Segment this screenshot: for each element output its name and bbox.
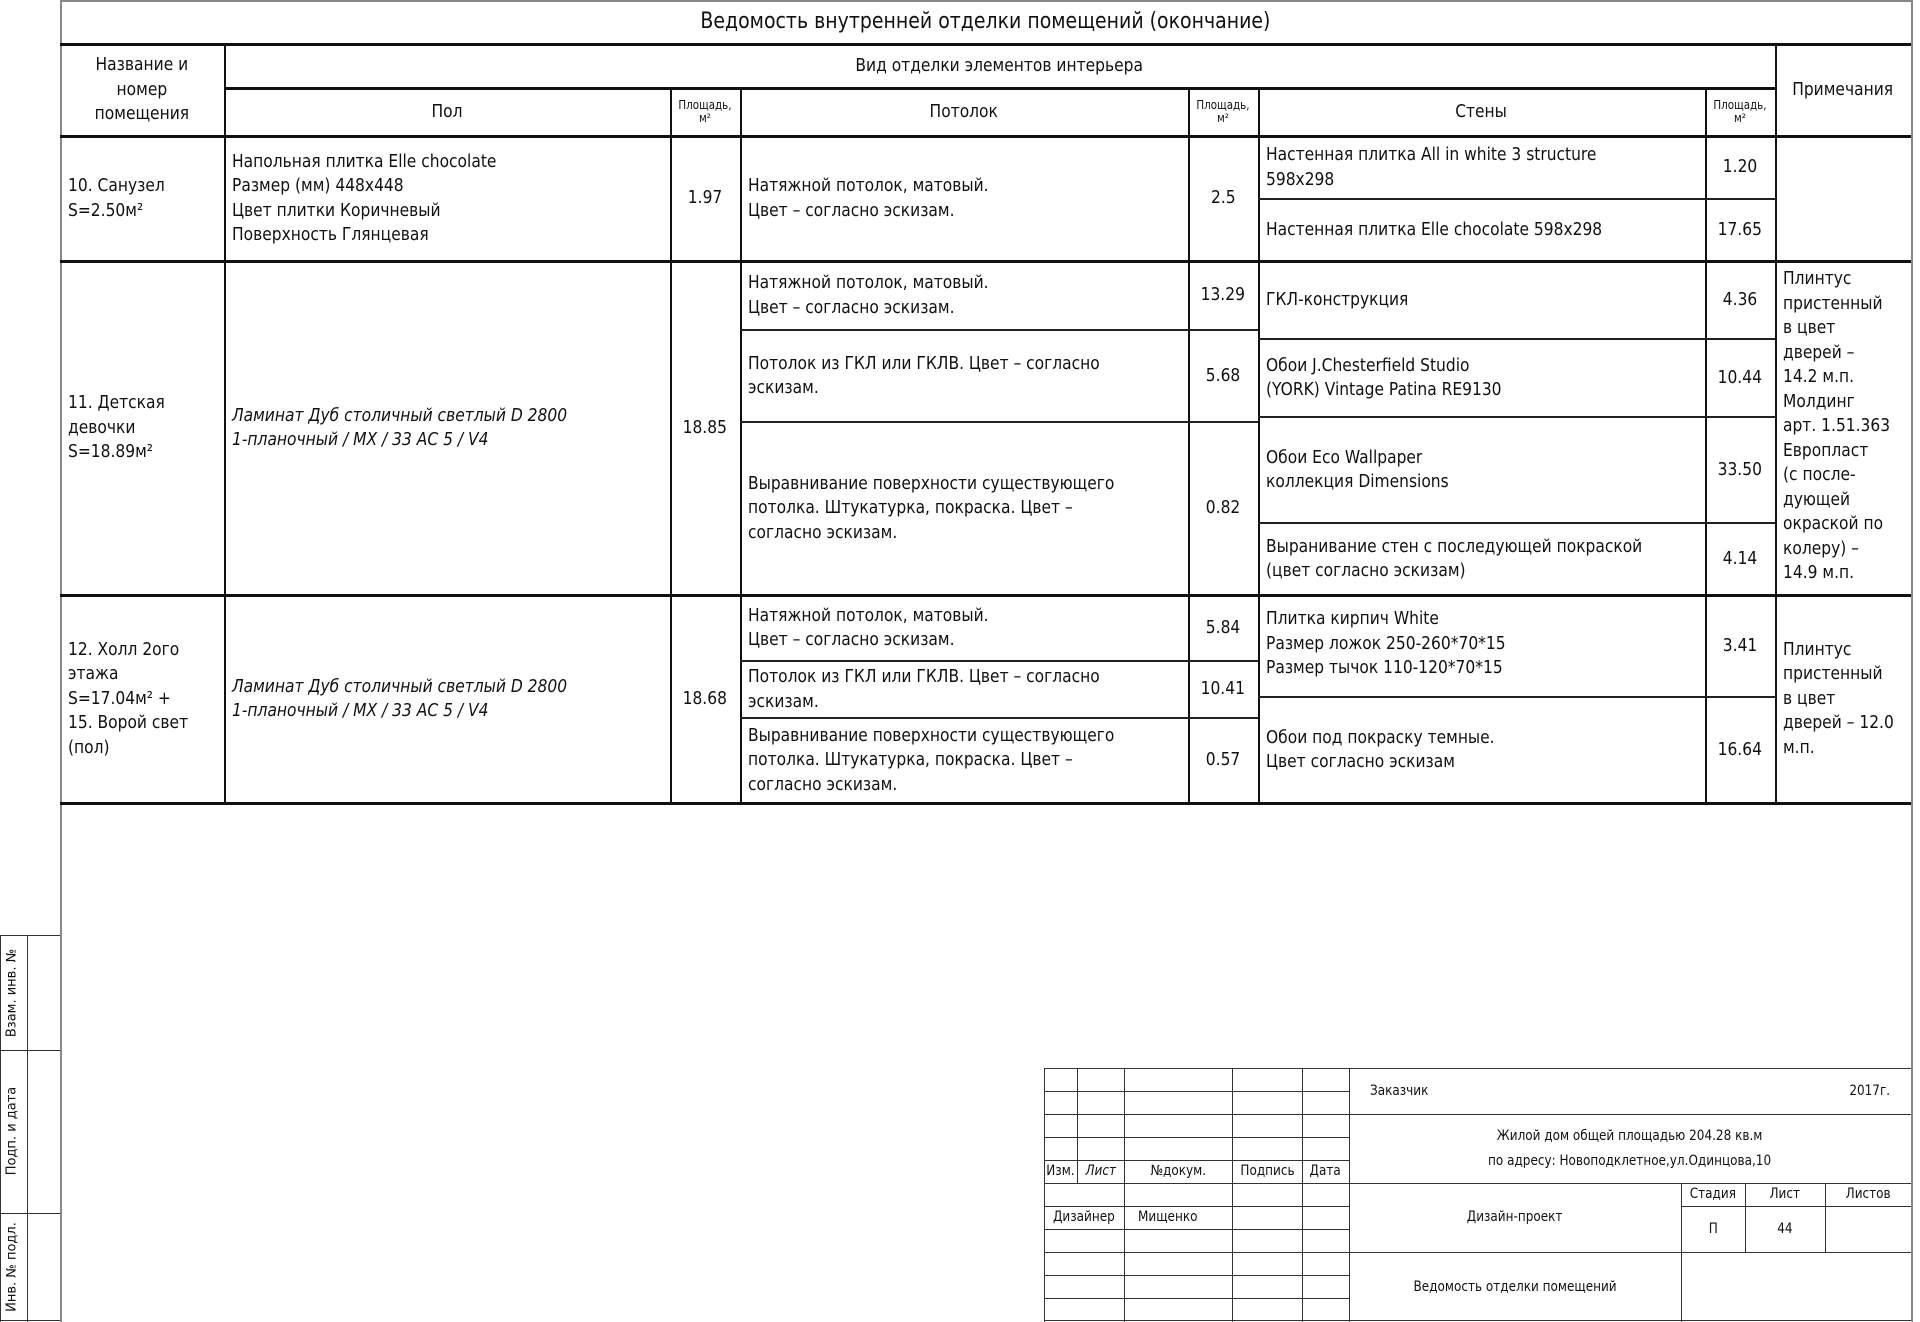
- stamp-inv: Инв. № подл.: [4, 1222, 20, 1312]
- floor-finish: Напольная плитка Elle chocolate Размер (мм) 448х448 Цвет плитки Коричневый Поверхность Глянцевая: [232, 150, 497, 245]
- wall-area: 33.50: [1717, 458, 1763, 480]
- wall-finish: Выранивание стен с последующей покраской (цвет согласно эскизам): [1266, 535, 1643, 581]
- room-name: 11. Детская девочки S=18.89м²: [68, 392, 165, 463]
- header-walls-area: Площадь, м²: [1713, 98, 1767, 125]
- ceiling-finish: Натяжной потолок, матовый. Цвет – согласно эскизам.: [748, 604, 989, 650]
- wall-area: 10.44: [1717, 366, 1763, 388]
- rule: [1044, 1298, 1349, 1299]
- rule: [1302, 1068, 1303, 1322]
- floor-area: 1.97: [687, 187, 723, 209]
- wall-finish: Обои под покраску темные. Цвет согласно эскизам: [1266, 726, 1495, 772]
- ceiling-area: 0.82: [1205, 497, 1241, 519]
- tb-stage-label: Стадия: [1689, 1186, 1737, 1203]
- room-name: 12. Холл 2ого этажа S=17.04м² + 15. Ворой свет (пол): [68, 638, 189, 758]
- wall-finish: Настенная плитка Elle chocolate 598х298: [1266, 218, 1603, 240]
- ceiling-area: 5.68: [1205, 364, 1241, 386]
- stamp-podp: Подп. и дата: [4, 1086, 20, 1176]
- room-name: 10. Санузел S=2.50м²: [68, 175, 165, 221]
- ceiling-finish: Натяжной потолок, матовый. Цвет – согласно эскизам.: [748, 175, 989, 221]
- wall-finish: ГКЛ-конструкция: [1266, 288, 1409, 310]
- header-finish-group: Вид отделки элементов интерьера: [855, 54, 1144, 76]
- wall-area: 4.14: [1722, 547, 1758, 569]
- tb-stage: П: [1708, 1220, 1718, 1237]
- tb-podpis: Подпись: [1239, 1163, 1295, 1180]
- tb-sheet: 44: [1777, 1220, 1793, 1237]
- page-title: Ведомость внутренней отделки помещений (окончание): [700, 8, 1271, 34]
- floor-area: 18.68: [682, 687, 728, 709]
- tb-customer: Заказчик: [1370, 1082, 1429, 1099]
- notes: Плинтус пристенный в цвет дверей – 14.2 м.п. Молдинг арт. 1.51.363 Европласт (с после- дующей окраской по колеру) – 14.9 м.п.: [1783, 268, 1891, 583]
- wall-area: 1.20: [1722, 156, 1758, 178]
- tb-data: Дата: [1309, 1163, 1342, 1180]
- rule: [1044, 1068, 1045, 1322]
- wall-area: 17.65: [1717, 218, 1763, 240]
- tb-year: 2017г.: [1849, 1082, 1891, 1099]
- tb-project: Дизайн-проект: [1467, 1209, 1563, 1226]
- tb-doc-name: Ведомость отделки помещений: [1413, 1278, 1617, 1295]
- ceiling-area: 10.41: [1200, 678, 1246, 700]
- header-room: Название и номер помещения: [94, 54, 190, 125]
- rule: [0, 935, 1, 1322]
- rule: [1044, 1275, 1349, 1276]
- wall-finish: Обои J.Chesterfield Studio (YORK) Vintage Patina RE9130: [1266, 354, 1502, 400]
- header-floor: Пол: [431, 100, 463, 122]
- rule: [1044, 1137, 1349, 1138]
- wall-area: 16.64: [1717, 738, 1763, 760]
- tb-sheets: [1825, 1206, 1911, 1252]
- header-floor-area: Площадь, м²: [678, 98, 732, 125]
- tb-object: Жилой дом общей площадью 204.28 кв.м по адресу: Новоподклетное,ул.Одинцова,10: [1488, 1128, 1772, 1169]
- rule: [740, 88, 742, 803]
- header-ceiling: Потолок: [929, 100, 999, 122]
- rule: [1044, 1091, 1349, 1092]
- floor-area: 18.85: [682, 416, 728, 438]
- rule: [1775, 44, 1777, 803]
- tb-list: Лист: [1085, 1163, 1116, 1180]
- tb-sheet-label: Лист: [1769, 1186, 1801, 1203]
- ceiling-area: 2.5: [1210, 187, 1236, 209]
- rule: [1124, 1068, 1125, 1322]
- ceiling-finish: Выравнивание поверхности существующего потолка. Штукатурка, покраска. Цвет – согласно эскизам.: [748, 724, 1115, 795]
- ceiling-finish: Потолок из ГКЛ или ГКЛВ. Цвет – согласно эскизам.: [748, 352, 1100, 398]
- ceiling-finish: Выравнивание поверхности существующего потолка. Штукатурка, покраска. Цвет – согласно эскизам.: [748, 472, 1115, 543]
- header-walls: Стены: [1455, 100, 1508, 122]
- stamp-vzam: Взам. инв. №: [4, 948, 20, 1038]
- tb-designer-name: Мищенко: [1138, 1209, 1198, 1226]
- notes: Плинтус пристенный в цвет дверей – 12.0 м.п.: [1783, 638, 1894, 758]
- floor-finish: Ламинат Дуб столичный светлый D 2800 1-планочный / MX / 33 AC 5 / V4: [232, 404, 568, 450]
- wall-finish: Плитка кирпич White Размер ложок 250-260*70*15 Размер тычок 110-120*70*15: [1266, 608, 1506, 678]
- rule: [224, 44, 226, 803]
- ceiling-area: 13.29: [1200, 284, 1246, 306]
- wall-area: 3.41: [1722, 634, 1758, 656]
- ceiling-finish: Потолок из ГКЛ или ГКЛВ. Цвет – согласно эскизам.: [748, 666, 1100, 712]
- wall-finish: Обои Eco Wallpaper коллекция Dimensions: [1266, 446, 1449, 492]
- ceiling-area: 5.84: [1205, 616, 1241, 638]
- tb-izm: Изм.: [1046, 1163, 1075, 1180]
- rule: [1232, 1068, 1233, 1322]
- wall-finish: Настенная плитка All in white 3 structure 598х298: [1266, 144, 1597, 190]
- header-notes: Примечания: [1792, 78, 1894, 100]
- tb-ndoc: №докум.: [1150, 1163, 1206, 1180]
- wall-area: 4.36: [1722, 288, 1758, 310]
- frame-left: [60, 0, 62, 1322]
- header-ceiling-area: Площадь, м²: [1196, 98, 1250, 125]
- tb-sheets-label: Листов: [1845, 1186, 1891, 1203]
- ceiling-finish: Натяжной потолок, матовый. Цвет – согласно эскизам.: [748, 272, 989, 318]
- rule: [27, 935, 28, 1322]
- floor-finish: Ламинат Дуб столичный светлый D 2800 1-планочный / MX / 33 AC 5 / V4: [232, 675, 568, 721]
- ceiling-area: 0.57: [1205, 749, 1241, 771]
- tb-designer-role: Дизайнер: [1053, 1209, 1115, 1226]
